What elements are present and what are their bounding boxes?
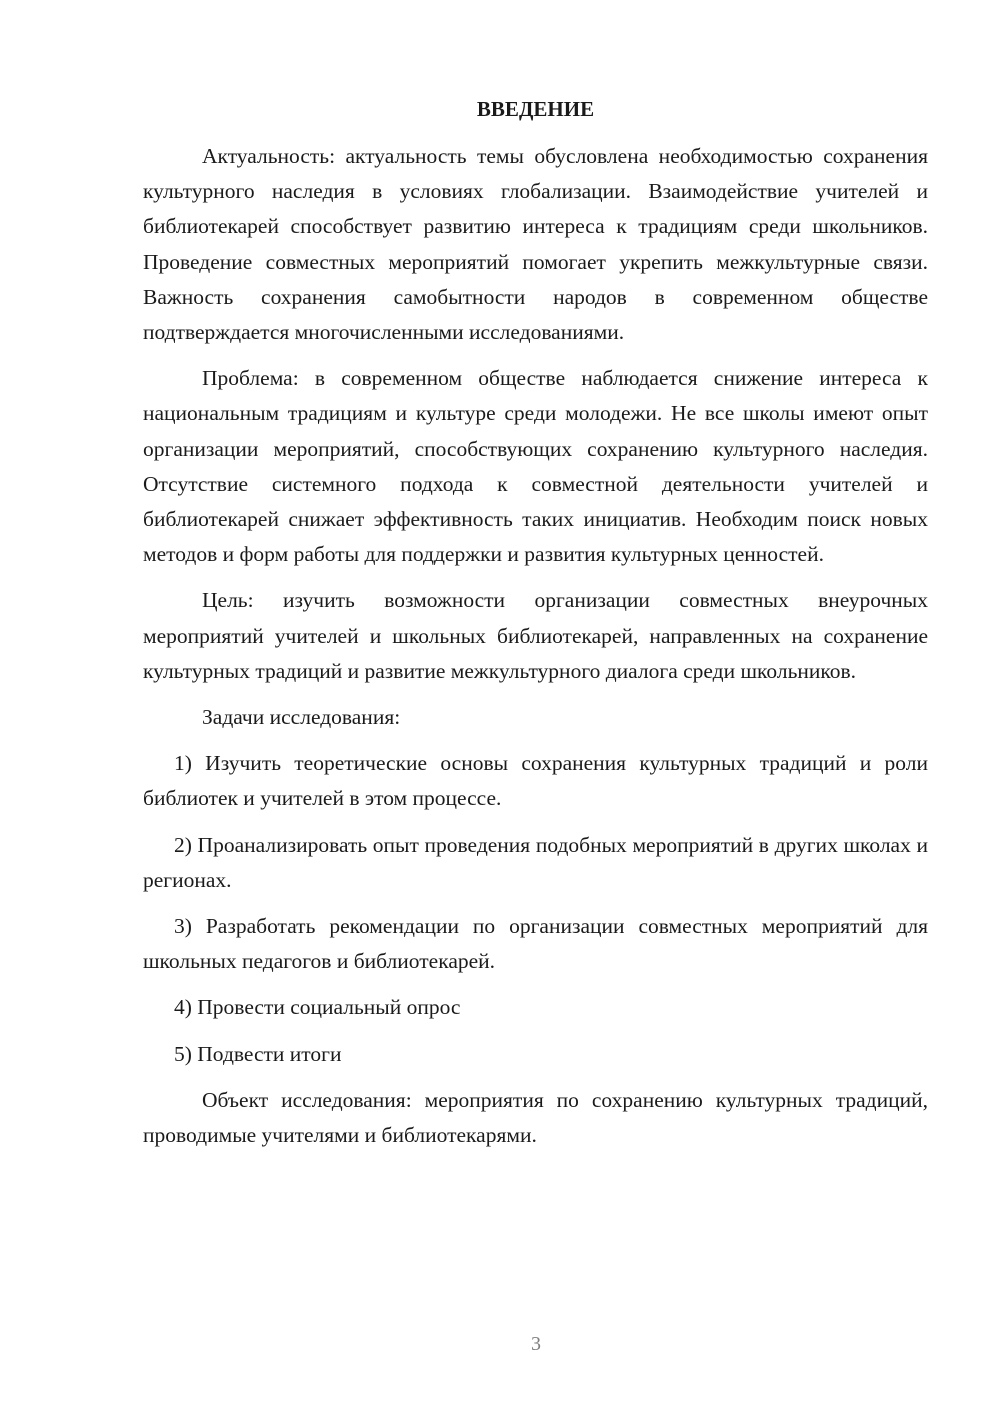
task-item-4: 4) Провести социальный опрос xyxy=(174,995,461,1020)
task-item-5: 5) Подвести итоги xyxy=(174,1041,342,1066)
goal-paragraph: Цель: изучить возможности организации совместных внеурочных мероприятий учителей и школьных библиотекарей, направленных на сохранение культурных традиций и развитие межкультурного диалога среди школьников. xyxy=(143,588,928,683)
page-content xyxy=(143,92,928,1164)
problem-paragraph: Проблема: в современном обществе наблюдается снижение интереса к национальным традициям и культуре среди молодежи. Не все школы имеют опыт организации мероприятий, способствующих сохранению культурного наследия. Отсутствие системного подхода к совместной деятельности учителей и библиотекарей снижает эффективность таких инициатив. Необходим поиск новых методов и форм работы для поддержки и развития культурных ценностей. xyxy=(143,366,928,567)
page-number: 3 xyxy=(531,1333,541,1355)
relevance-paragraph: Актуальность: актуальность темы обусловлена необходимостью сохранения культурного наследия в условиях глобализации. Взаимодействие учителей и библиотекарей способствует развитию интереса к традициям среди школьников. Проведение совместных мероприятий помогает укрепить межкультурные связи. Важность сохранения самобытности народов в современном обществе подтверждается многочисленными исследованиями. xyxy=(143,144,928,345)
object-paragraph: Объект исследования: мероприятия по сохранению культурных традиций, проводимые учителями и библиотекарями. xyxy=(143,1087,928,1148)
task-item-2: 2) Проанализировать опыт проведения подобных мероприятий в других школах и регионах. xyxy=(143,832,928,892)
task-item-3: 3) Разработать рекомендации по организации совместных мероприятий для школьных педагогов и библиотекарей. xyxy=(143,914,928,974)
section-heading: ВВЕДЕНИЕ xyxy=(476,97,595,121)
task-item-1: 1) Изучить теоретические основы сохранения культурных традиций и роли библиотек и учителей в этом процессе. xyxy=(143,751,928,811)
tasks-label: Задачи исследования: xyxy=(202,705,401,730)
